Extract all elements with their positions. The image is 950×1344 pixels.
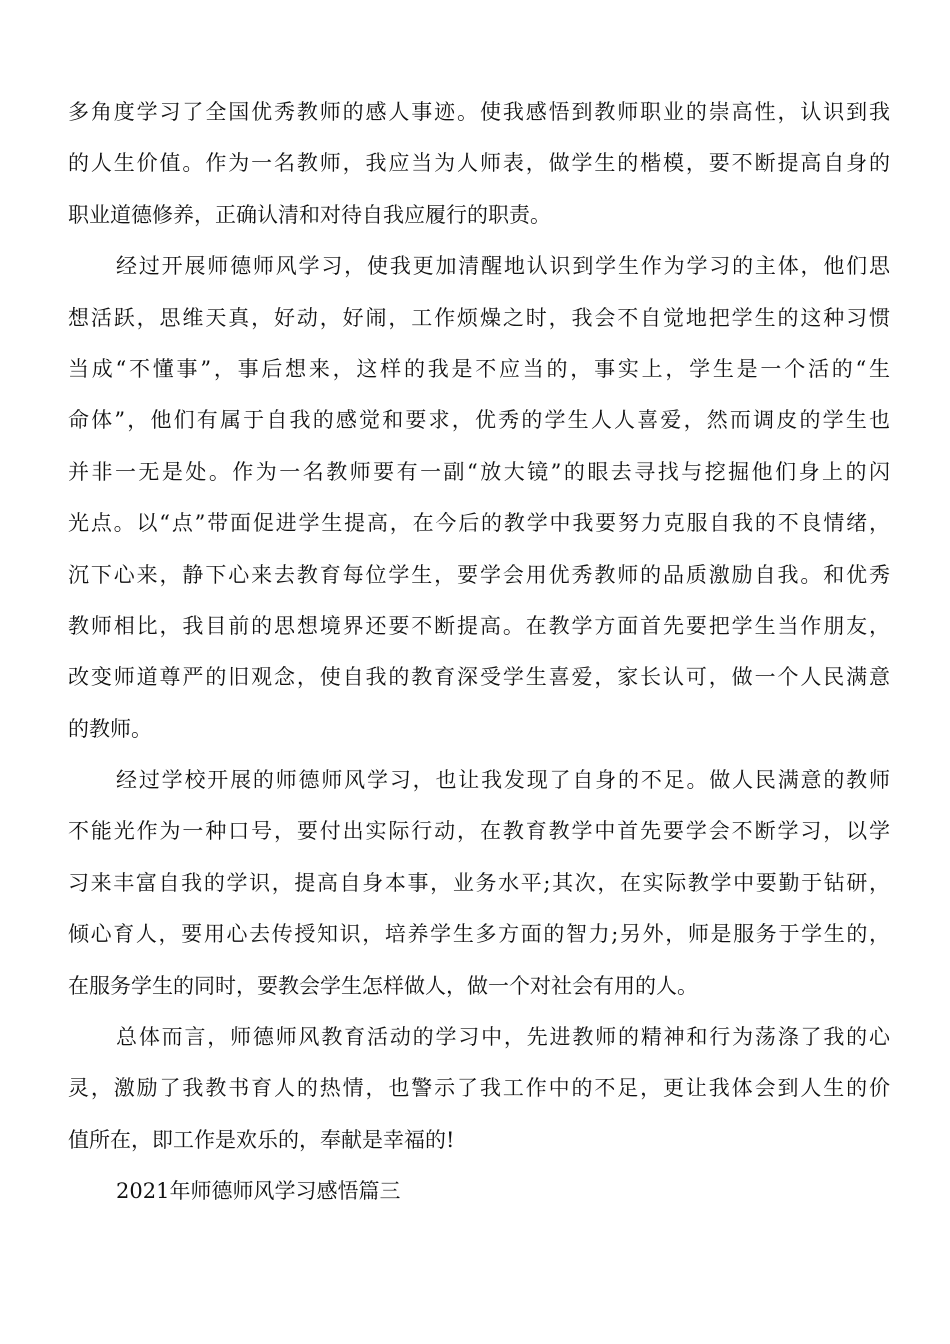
- text-line: 总体而言，师德师风教育活动的学习中，先进教师的精神和行为荡涤了我的心: [116, 1025, 890, 1050]
- text-line: 教师相比，我目前的思想境界还要不断提高。在教学方面首先要把学生当作朋友，: [68, 613, 890, 638]
- paragraph: [68, 1171, 890, 1222]
- text-line: 的教师。: [68, 716, 152, 741]
- text-line: 值所在，即工作是欢乐的，奉献是幸福的!: [68, 1127, 455, 1152]
- text-line: 不能光作为一种口号，要付出实际行动，在教育教学中首先要学会不断学习，以学: [68, 819, 890, 844]
- text-line: 灵，激励了我教书育人的热情，也警示了我工作中的不足，更让我体会到人生的价: [68, 1076, 890, 1101]
- text-line: 习来丰富自我的学识，提高自身本事，业务水平;其次，在实际教学中要勤于钻研，: [68, 870, 890, 895]
- text-line: 在服务学生的同时，要教会学生怎样做人，做一个对社会有用的人。: [68, 973, 698, 998]
- text-line: 并非一无是处。作为一名教师要有一副“放大镜”的眼去寻找与挖掘他们身上的闪: [68, 459, 890, 484]
- text-line: 光点。以“点”带面促进学生提高，在今后的教学中我要努力克服自我的不良情绪，: [68, 511, 890, 536]
- text-line: 经过学校开展的师德师风学习，也让我发现了自身的不足。做人民满意的教师: [116, 768, 890, 793]
- paragraph: [68, 760, 890, 1017]
- paragraph: [68, 246, 890, 760]
- text-line: 当成“不懂事”，事后想来，这样的我是不应当的，事实上，学生是一个活的“生: [68, 356, 890, 381]
- text-line: 命体”，他们有属于自我的感觉和要求，优秀的学生人人喜爱，然而调皮的学生也: [68, 408, 890, 433]
- text-line: 经过开展师德师风学习，使我更加清醒地认识到学生作为学习的主体，他们思: [116, 254, 890, 279]
- text-line: 沉下心来，静下心来去教育每位学生，要学会用优秀教师的品质激励自我。和优秀: [68, 562, 890, 587]
- text-line: 2021年师德师风学习感悟篇三: [116, 1179, 401, 1204]
- text-line: 想活跃，思维天真，好动，好闹，工作烦燥之时，我会不自觉地把学生的这种习惯: [68, 305, 890, 330]
- paragraph: [68, 92, 890, 246]
- text-line: 职业道德修养，正确认清和对待自我应履行的职责。: [68, 202, 551, 227]
- text-line: 的人生价值。作为一名教师，我应当为人师表，做学生的楷模，要不断提高自身的: [68, 151, 890, 176]
- text-line: 倾心育人，要用心去传授知识，培养学生多方面的智力;另外，师是服务于学生的，: [68, 922, 890, 947]
- text-line: 改变师道尊严的旧观念，使自我的教育深受学生喜爱，家长认可，做一个人民满意: [68, 665, 890, 690]
- text-line: 多角度学习了全国优秀教师的感人事迹。使我感悟到教师职业的崇高性，认识到我: [68, 100, 890, 124]
- document-body: [68, 92, 890, 1223]
- paragraph: [68, 1017, 890, 1171]
